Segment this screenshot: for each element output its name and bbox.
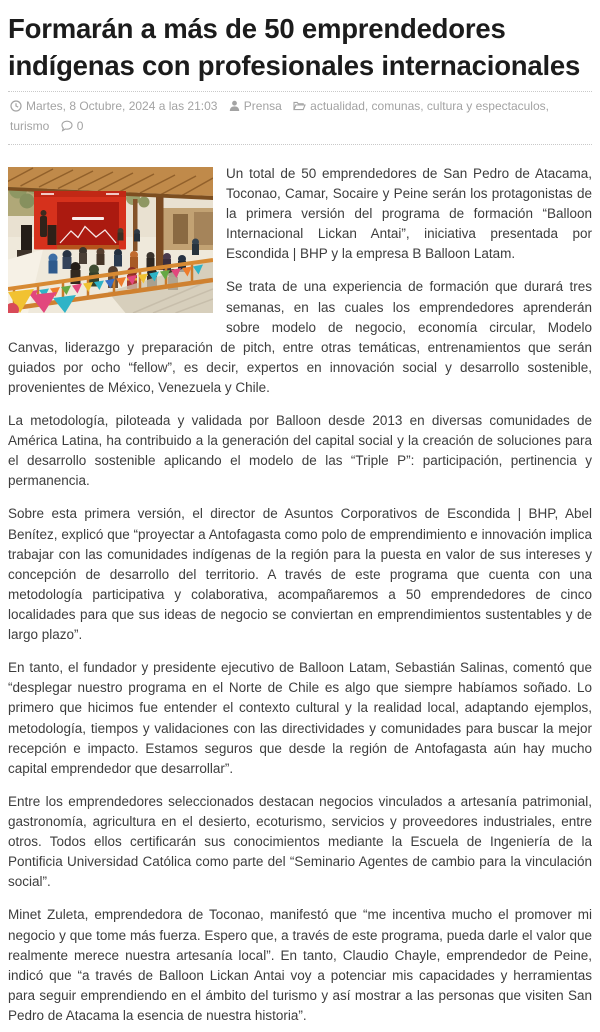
article-title: Formarán a más de 50 emprendedores indígenas con profesionales internacionales [8, 13, 581, 82]
clock-icon [10, 100, 22, 112]
article-paragraph: Entre los emprendedores seleccionados destacan negocios vinculados a artesanía patrimonial, gastronomía, agricultura en el desierto, ecoturismo, servicios y proveedores industriales, entre otros. Todos ellos certificarán sus conocimientos mediante la Escuela de Ingeniería de la Pontificia Universidad Católica como parte del “Seminario Agentes de cambio para la vinculación social”. [8, 793, 592, 890]
user-icon [229, 100, 240, 112]
meta-date-label: Martes, 8 Octubre, 2024 a las 21:03 [26, 99, 218, 114]
meta-date [10, 99, 217, 113]
article-paragraph: En tanto, el fundador y presidente ejecutivo de Balloon Latam, Sebastián Salinas, comentó que “desplegar nuestro programa en el Norte de Chile es algo que siempre habíamos soñado. Lo primero que hicimos fue entender el contexto cultural y la realidad local, adaptando ejemplos, metodología, tiempos y validaciones con las directividades y comunidades para buscar la mejor recepción e impacto. Estamos seguros que desde la región de Antofagasta aún hay mucho capital emprendedor que desarrollar”. [8, 660, 592, 776]
article-photo [8, 167, 213, 313]
article-meta [8, 91, 592, 145]
meta-author-label[interactable]: Prensa [243, 99, 282, 114]
folder-icon [293, 100, 306, 112]
article-paragraph: Se trata de una experiencia de formación que durará tres semanas, en las cuales los emprendedores aprenderán sobre modelo de negocio, economía circular, Modelo Canvas, liderazgo y preparación de pitch, entre otras temáticas, entrenamientos que serán guiados por ocho “fellow”, es decir, expertos en innovación social y desarrollo sostenible, provenientes de México, Venezuela y Chile. [8, 279, 592, 395]
meta-categories-label[interactable]: actualidad, comunas, cultura y espectaculos, turismo [10, 99, 549, 134]
event-photo-illustration [8, 167, 213, 313]
article-body [8, 164, 592, 1026]
meta-author[interactable] [229, 99, 282, 113]
meta-comments-count[interactable]: 0 [76, 119, 84, 134]
comment-icon [61, 120, 73, 132]
article-paragraph: Sobre esta primera versión, el director de Asuntos Corporativos de Escondida | BHP, Abel Benítez, explicó que “proyectar a Antofagasta como polo de emprendimiento e innovación implica trabajar con las comunidades indígenas de la región para la puesta en valor de sus intereses y concepción de desarrollo del territorio. A través de este programa que cuenta con una metodología participativa y colaborativa, acompañaremos a 50 emprendedores de cinco localidades para que sus ideas de negocio se conviertan en emprendimientos sustentables y de largo plazo”. [8, 506, 592, 643]
article-paragraph: Minet Zuleta, emprendedora de Toconao, manifestó que “me incentiva mucho el promover mi negocio y que tome más fuerza. Espero que, a través de este programa, pueda darle el valor que realmente merece nuestra artesanía local”. En tanto, Claudio Chayle, emprendedor de Peine, indicó que “a través de Balloon Lickan Antai voy a potenciar mis capacidades y herramientas para seguir emprendiendo en el ámbito del turismo y así mostrar a las personas que visiten San Pedro de Atacama la esencia de nuestra historia”. [8, 907, 592, 1023]
article-paragraph: La metodología, piloteada y validada por Balloon desde 2013 en diversas comunidades de América Latina, ha contribuido a la generación del capital social y la creación de soluciones para el desarrollo sostenible aplicando el modelo de las “Triple P”: participación, pertinencia y permanencia. [8, 413, 592, 489]
article-paragraph: Un total de 50 emprendedores de San Pedro de Atacama, Toconao, Camar, Socaire y Peine serán los protagonistas de la primera versión del programa de formación “Balloon Internacional Lickan Antai”, iniciativa presentada por Escondida | BHP y la empresa B Balloon Latam. [226, 165, 592, 262]
meta-comments[interactable] [61, 119, 84, 133]
